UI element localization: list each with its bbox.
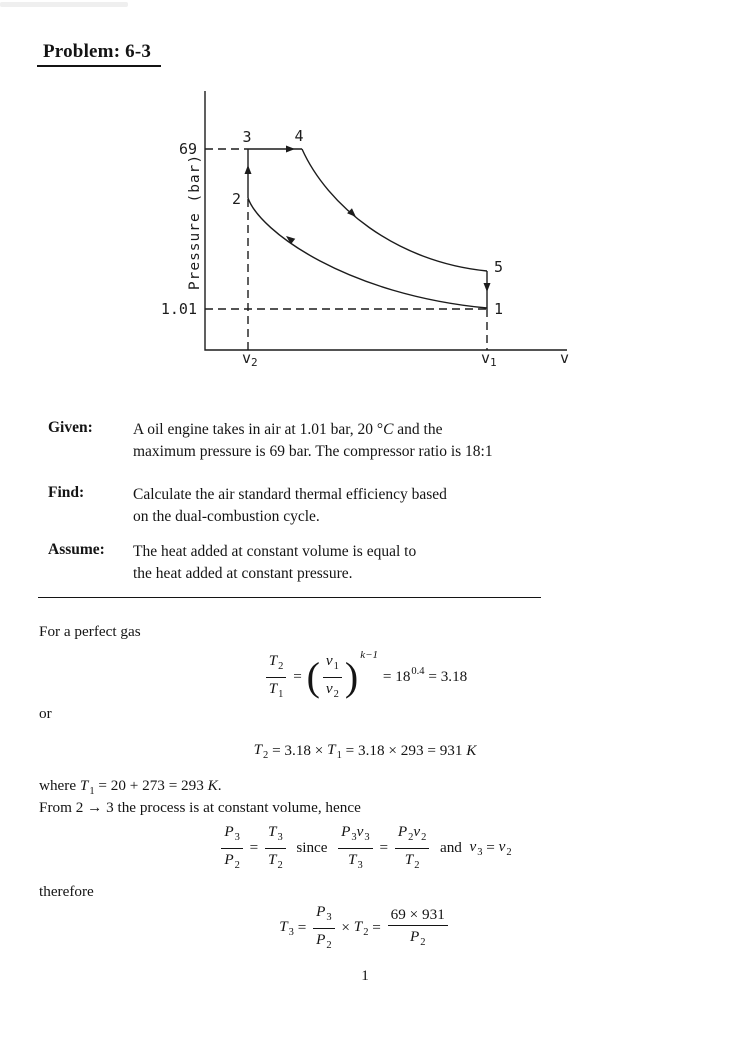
fraction: $\frac{v_1}{v_2}$ [323, 651, 342, 704]
point-label-3: 3 [242, 128, 252, 146]
from-2-3-text: From 2 → 3 the process is at constant volume, hence [39, 799, 361, 816]
paren-group: ( $\frac{v_1}{v_2}$ ) k−1 [307, 651, 378, 704]
or-text: or [39, 705, 52, 722]
text-line: The heat added at constant volume is equal to [133, 543, 417, 560]
fraction: $\frac{P_3}{P_2}$ [221, 822, 243, 875]
point-label-4: 4 [294, 127, 304, 145]
pv-diagram [150, 85, 590, 375]
divider [38, 597, 541, 598]
text-line: Calculate the air standard thermal efficiency based [133, 486, 447, 503]
text-line: the heat added at constant pressure. [133, 565, 353, 582]
point-label-2: 2 [231, 190, 241, 208]
fraction: $\frac{P_3}{P_2}$ [313, 902, 335, 955]
arrow-right-icon [286, 146, 295, 153]
equation-2: $T_2$ = 3.18 × $T_1$ = 3.18 × 293 = 931 K [253, 741, 477, 761]
assume-label: Assume: [48, 541, 105, 558]
page-number: 1 [361, 967, 369, 984]
point-label-1: 1 [494, 300, 504, 318]
scan-artifact [0, 2, 128, 7]
given-label: Given: [48, 419, 93, 436]
arrow-up-icon [245, 165, 252, 174]
pressure-tick-69: 69 [178, 140, 197, 158]
assume-text [133, 541, 608, 585]
figure-xlabel: v [560, 349, 570, 367]
fraction: $\frac{T_3}{T_2}$ [265, 822, 286, 875]
page-title: Problem: 6-3 [37, 41, 161, 67]
vtick-v2: $v_2$ [242, 349, 258, 369]
given-section [48, 419, 608, 463]
expansion-4-5-curve [302, 149, 487, 271]
fraction: $\frac{69 \times 931}{P_2}$ [388, 905, 448, 952]
find-section [48, 484, 608, 528]
where-text: where $T_1 = 20 + 273 = 293$ K. [39, 777, 222, 797]
fraction: $\frac{P_2v_2}{T_2}$ [395, 822, 430, 875]
equation-1: $\frac{T_2}{T_1}$ = ( $\frac{v_1}{v_2}$ ) k−1 = $18^{0.4}$ = 3.18 [0, 652, 730, 702]
fraction: $\frac{P_3v_3}{T_3}$ [338, 822, 373, 875]
find-text [133, 484, 608, 528]
compression-1-2-curve [248, 198, 487, 308]
equation-4: $T_3$ = $\frac{P_3}{P_2}$ × $T_2$ = $\frac{69 \times 931}{P_2}$ [0, 906, 730, 950]
for-perfect-gas-text: For a perfect gas [39, 623, 141, 640]
text-line: on the dual-combustion cycle. [133, 508, 320, 525]
fraction: $\frac{T_2}{T_1}$ [266, 651, 287, 704]
find-label: Find: [48, 484, 85, 501]
given-text [133, 419, 608, 463]
axes [205, 91, 567, 350]
point-label-5: 5 [494, 258, 504, 276]
figure-ylabel: Pressure (bar) [187, 153, 203, 291]
arrow-down-icon [484, 283, 491, 292]
text-line: A oil engine takes in air at 1.01 bar, 20 °C and the [133, 421, 443, 438]
vtick-v1: $v_1$ [481, 349, 497, 369]
equation-3: $\frac{P_3}{P_2}$ = $\frac{T_3}{T_2}$ since $\frac{P_3v_3}{T_3}$ = $\frac{P_2v_2}{T_2}$ and $v_3$ = $v_2$ [0, 827, 730, 869]
text-line: maximum pressure is 69 bar. The compressor ratio is 18:1 [133, 443, 493, 460]
therefore-text: therefore [39, 883, 94, 900]
pressure-tick-101: 1.01 [160, 300, 197, 318]
assume-section [48, 541, 608, 585]
